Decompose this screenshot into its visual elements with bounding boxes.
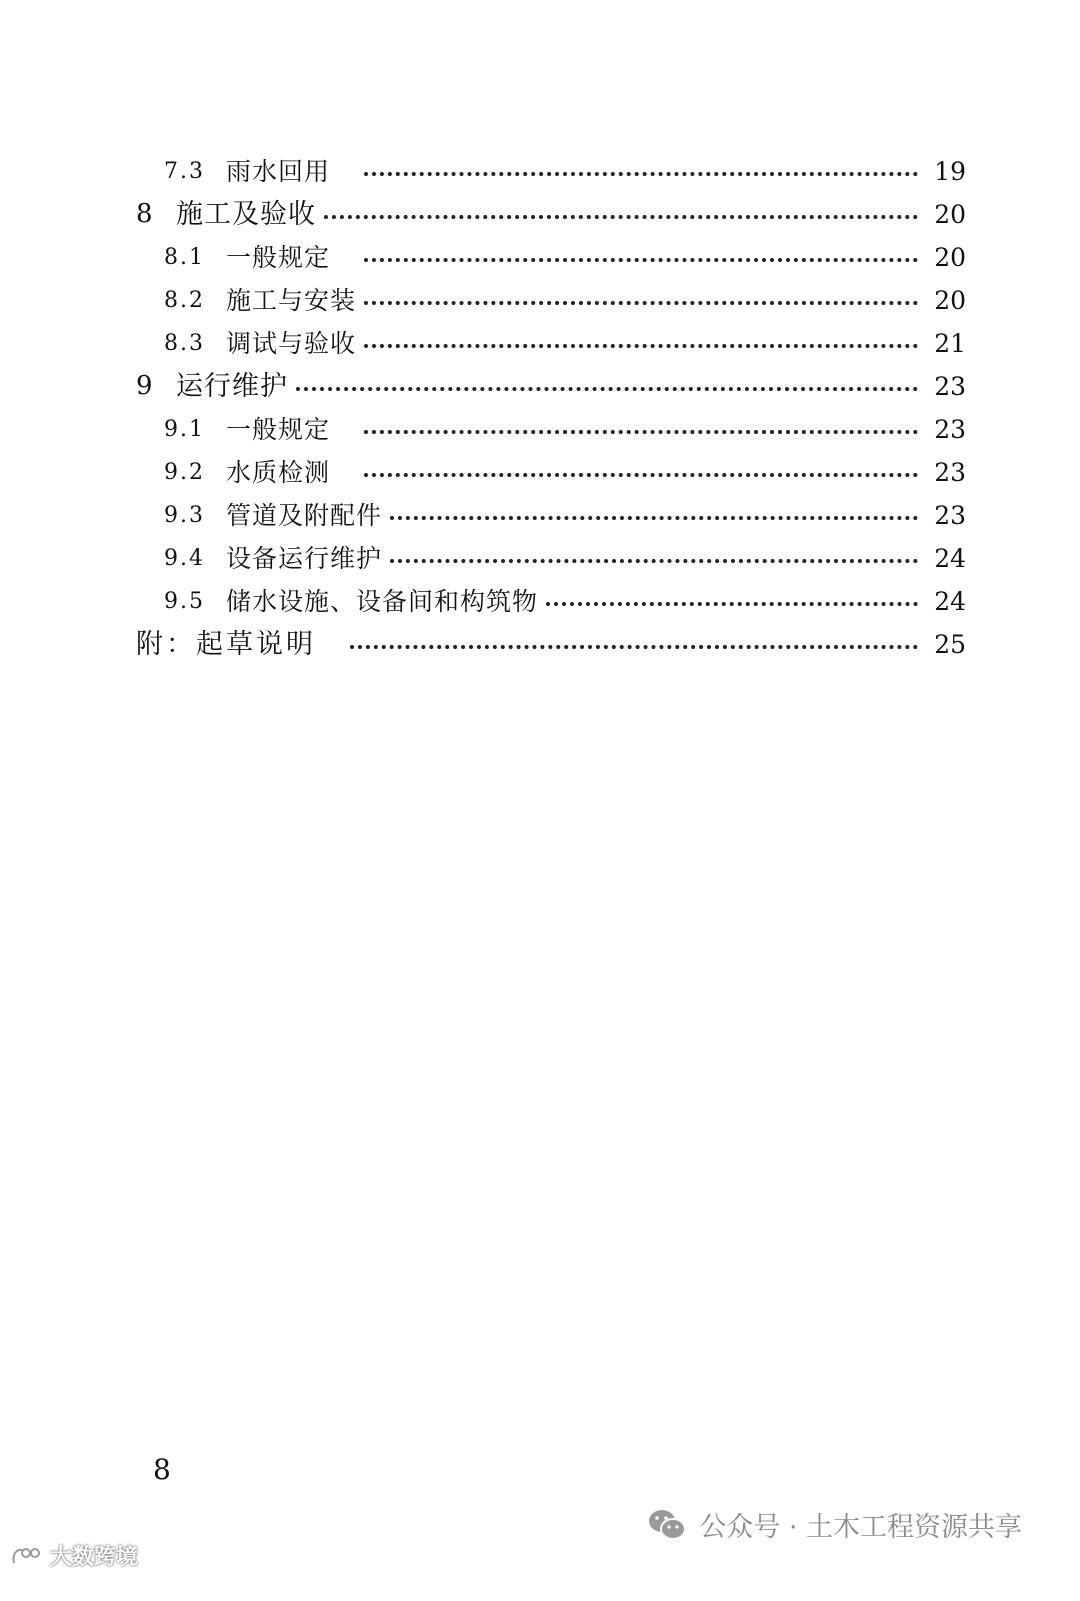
- toc-number: 9.3: [164, 503, 205, 528]
- dot-leader: [390, 516, 918, 520]
- watermark-logo-icon: [10, 1545, 46, 1567]
- toc-entry-8[interactable]: [136, 193, 966, 236]
- toc-title: 施工及验收: [176, 199, 316, 230]
- toc-entry-7-3[interactable]: [136, 150, 966, 193]
- toc-page: 20: [934, 243, 966, 272]
- toc-page: 23: [934, 501, 966, 530]
- toc-title: 附：起草说明: [136, 629, 316, 660]
- toc-page: 19: [934, 157, 966, 186]
- toc-number: 8.3: [164, 331, 205, 356]
- toc-entry-9-2[interactable]: [136, 451, 966, 494]
- toc-entry-8-3[interactable]: [136, 322, 966, 365]
- toc-entry-9-4[interactable]: [136, 537, 966, 580]
- toc-number: 7.3: [164, 159, 205, 184]
- toc-page: 20: [934, 200, 966, 229]
- table-of-contents: [136, 150, 966, 666]
- wechat-account-name: 公众号 · 土木工程资源共享: [699, 1512, 1022, 1543]
- toc-title: 调试与验收: [226, 329, 357, 358]
- toc-number: 9.4: [164, 546, 205, 571]
- toc-page: 20: [934, 286, 966, 315]
- toc-title: 一般规定: [226, 415, 331, 444]
- dot-leader: [350, 645, 918, 649]
- toc-number: 8.1: [164, 245, 205, 270]
- dot-leader: [364, 172, 918, 176]
- toc-entry-9-5[interactable]: [136, 580, 966, 623]
- toc-number: 9.1: [164, 417, 205, 442]
- toc-entry-8-2[interactable]: [136, 279, 966, 322]
- corner-watermark-text: 大数跨境: [50, 1545, 139, 1570]
- toc-title: 设备运行维护: [226, 544, 383, 573]
- toc-entry-8-1[interactable]: [136, 236, 966, 279]
- toc-number: 9.5: [164, 589, 205, 614]
- page-number: 8: [153, 1453, 171, 1486]
- toc-page: 24: [934, 587, 966, 616]
- toc-number: 8.2: [164, 288, 205, 313]
- dot-leader: [296, 387, 918, 391]
- toc-entry-appendix[interactable]: [136, 623, 966, 666]
- toc-title: 施工与安装: [226, 286, 357, 315]
- toc-title: 一般规定: [226, 243, 331, 272]
- dot-leader: [364, 473, 918, 477]
- toc-page: 23: [934, 372, 966, 401]
- toc-entry-9-1[interactable]: [136, 408, 966, 451]
- toc-title: 储水设施、设备间和构筑物: [226, 587, 539, 616]
- toc-title: 管道及附配件: [226, 501, 383, 530]
- toc-number: 9: [136, 371, 153, 401]
- wechat-icon: [647, 1507, 687, 1543]
- wechat-account-watermark: [647, 1505, 1022, 1544]
- dot-leader: [390, 559, 918, 563]
- dot-leader: [364, 430, 918, 434]
- toc-entry-9[interactable]: [136, 365, 966, 408]
- toc-number: 9.2: [164, 460, 205, 485]
- toc-page: 24: [934, 544, 966, 573]
- toc-page: 23: [934, 415, 966, 444]
- dot-leader: [364, 258, 918, 262]
- dot-leader: [546, 602, 918, 606]
- toc-page: 23: [934, 458, 966, 487]
- toc-title: 水质检测: [226, 458, 331, 487]
- dot-leader: [364, 344, 918, 348]
- dot-leader: [364, 301, 918, 305]
- toc-page: 25: [934, 630, 966, 659]
- dot-leader: [324, 215, 918, 219]
- toc-page: 21: [934, 329, 966, 358]
- corner-watermark: [10, 1540, 138, 1571]
- toc-entry-9-3[interactable]: [136, 494, 966, 537]
- toc-title: 雨水回用: [226, 157, 331, 186]
- toc-number: 8: [136, 199, 153, 229]
- toc-title: 运行维护: [176, 371, 288, 402]
